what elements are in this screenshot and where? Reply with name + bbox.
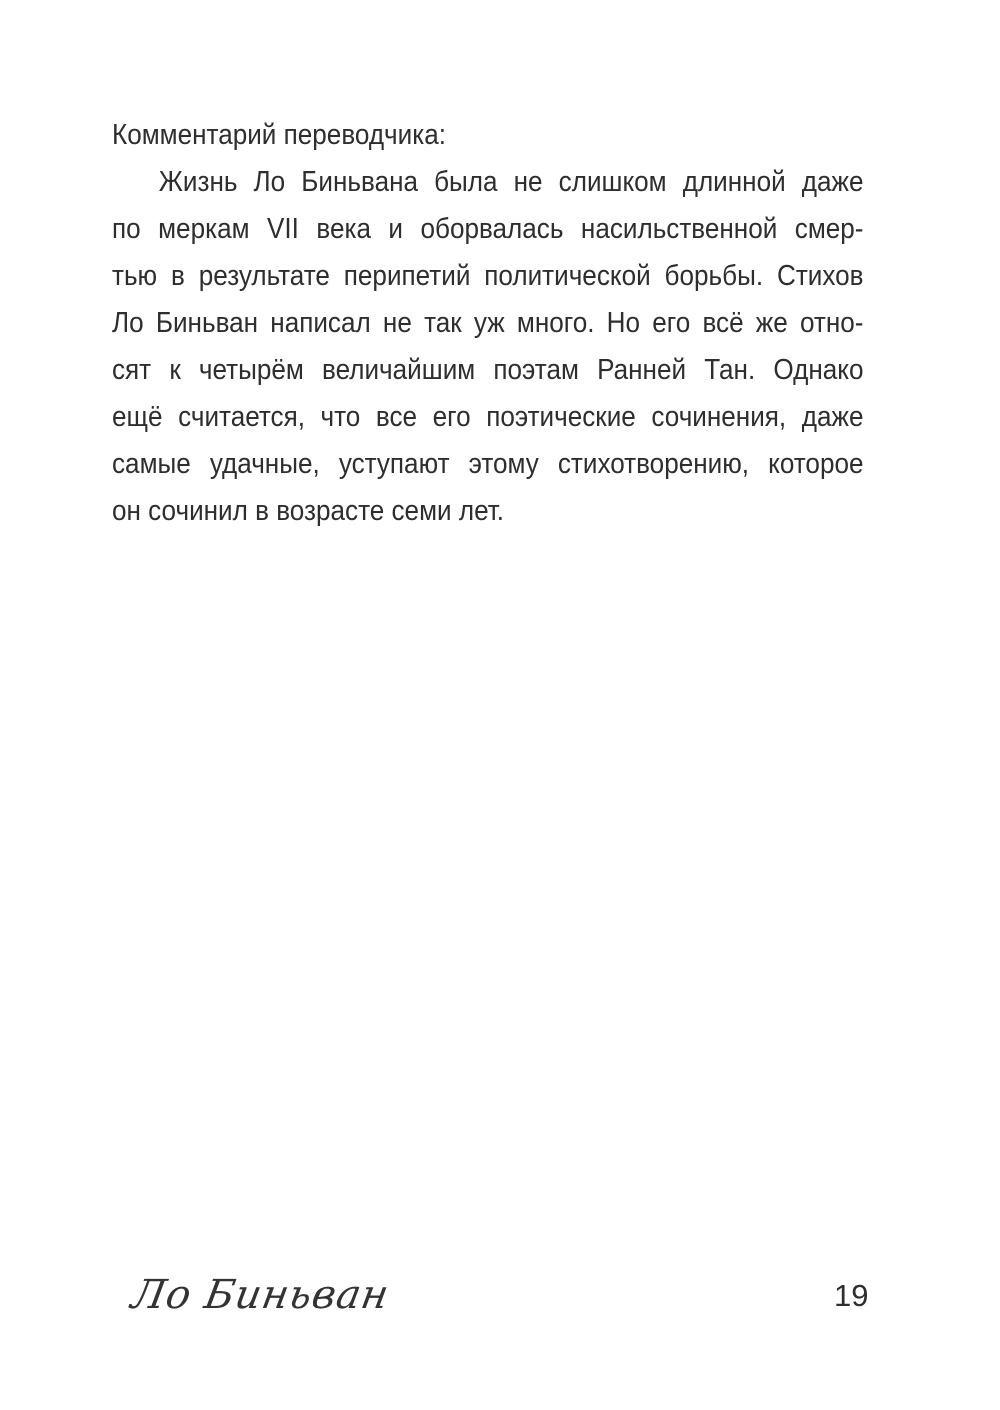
paragraph-line: Жизнь Ло Биньвана была не слишком длинной даже: [158, 166, 864, 198]
translator-commentary: [112, 112, 864, 535]
paragraph-line: самые удачные, уступают этому стихотворению, которое: [112, 448, 864, 480]
running-title-signature: Ло Биньван: [127, 1272, 393, 1318]
paragraph-line: он сочинил в возрасте семи лет.: [112, 495, 505, 527]
paragraph-line: сят к четырём величайшим поэтам Ранней Тан. Однако: [112, 354, 864, 386]
page-number: 19: [834, 1278, 869, 1313]
paragraph-line: Ло Биньван написал не так уж много. Но его всё же отно-: [112, 307, 864, 339]
paragraph-line: по меркам VII века и оборвалась насильственной смер-: [112, 213, 864, 245]
paragraph-line: тью в результате перипетий политической борьбы. Стихов: [112, 260, 864, 292]
paragraph-line: ещё считается, что все его поэтические сочинения, даже: [112, 401, 864, 433]
commentary-heading: Комментарий переводчика:: [112, 119, 446, 151]
